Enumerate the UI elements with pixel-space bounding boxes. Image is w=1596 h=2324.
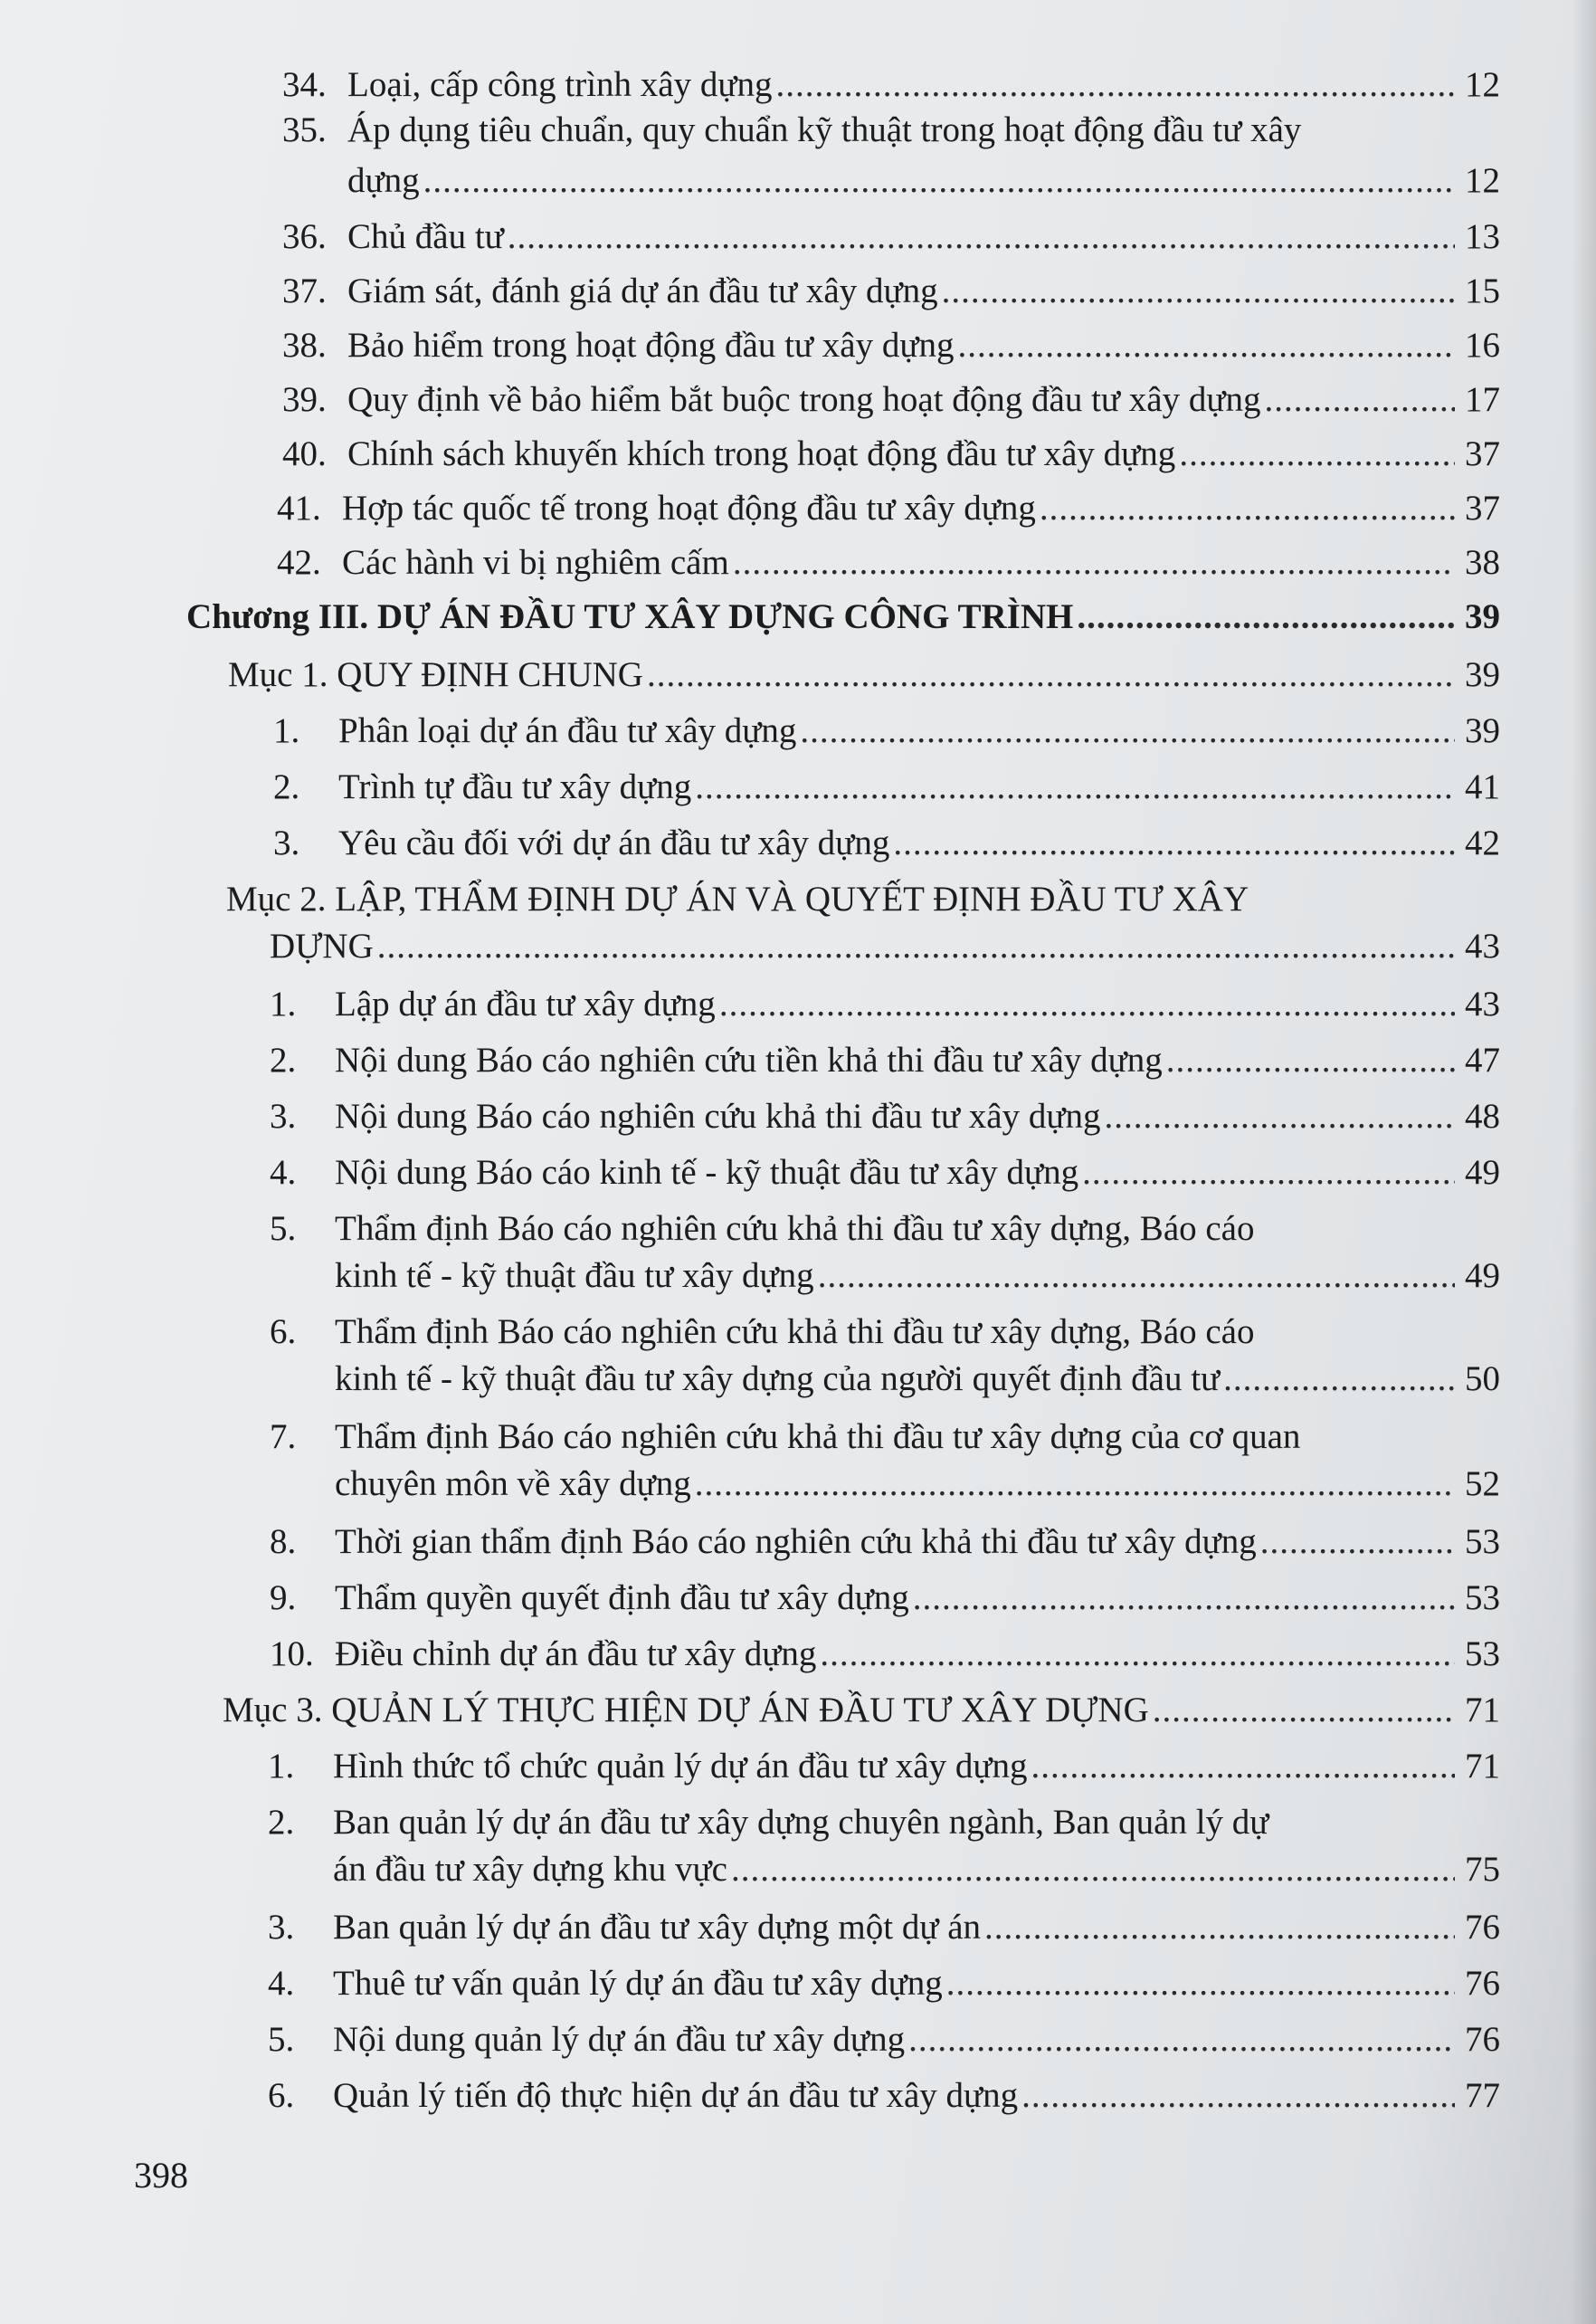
toc-entry-s2-6	[270, 1310, 1500, 1405]
toc-entry-title: Ban quản lý dự án đầu tư xây dựng chuyên ngành, Ban quản lý dự	[333, 1803, 1269, 1842]
toc-leader-dots	[719, 983, 1455, 1026]
toc-entry-number: 1.	[273, 711, 300, 750]
toc-entry-number: 4.	[270, 1153, 297, 1192]
toc-entry-title: Nội dung quản lý dự án đầu tư xây dựng	[333, 2020, 906, 2059]
toc-leader-dots	[508, 215, 1455, 259]
toc-entry-title: Thẩm quyền quyết định đầu tư xây dựng	[335, 1578, 909, 1617]
toc-entry-page: 37	[1465, 434, 1500, 473]
toc-entry-s2-5	[270, 1207, 1500, 1301]
toc-leader-dots	[1166, 1039, 1455, 1082]
toc-entry-number: 36.	[282, 217, 327, 256]
toc-entry-title: Yêu cầu đối với dự án đầu tư xây dựng	[338, 824, 890, 862]
toc-entry-page: 49	[1465, 1256, 1500, 1295]
toc-entry-title: Hợp tác quốc tế trong hoạt động đầu tư xây dựng	[342, 489, 1036, 528]
toc-leader-dots	[1260, 1520, 1455, 1564]
toc-section-title-continued: DỰNG	[270, 927, 374, 966]
toc-entry-number: 4.	[268, 1964, 295, 2003]
toc-entry-page: 37	[1465, 489, 1500, 528]
toc-entry-page: 71	[1465, 1747, 1500, 1786]
toc-entry-page: 76	[1465, 1964, 1500, 2003]
toc-entry-page: 43	[1465, 927, 1500, 966]
toc-section-title: Mục 1. QUY ĐỊNH CHUNG	[228, 655, 643, 694]
toc-leader-dots	[647, 653, 1455, 697]
toc-entry-page: 49	[1465, 1153, 1500, 1192]
toc-entry-number: 3.	[273, 824, 300, 862]
toc-entry-number: 5.	[270, 1209, 297, 1248]
toc-entry-page: 50	[1465, 1359, 1500, 1398]
toc-entry-page: 48	[1465, 1097, 1500, 1136]
toc-entry-number: 9.	[270, 1578, 297, 1617]
toc-leader-dots	[1153, 1689, 1455, 1732]
toc-entry-title: Nội dung Báo cáo nghiên cứu tiền khả thi đầu tư xây dựng	[335, 1041, 1163, 1080]
toc-leader-dots	[377, 925, 1455, 968]
toc-entry-page: 76	[1465, 2020, 1500, 2059]
toc-entry-number: 40.	[282, 434, 327, 473]
toc-entry-title: Điều chỉnh dự án đầu tư xây dựng	[335, 1634, 817, 1673]
toc-entry-page: 39	[1465, 655, 1500, 694]
toc-entry-number: 34.	[282, 65, 327, 104]
toc-leader-dots	[942, 270, 1455, 313]
toc-entry-page: 12	[1465, 65, 1500, 104]
toc-entry-page: 53	[1465, 1578, 1500, 1617]
toc-entry-title: Bảo hiểm trong hoạt động đầu tư xây dựng	[347, 326, 955, 365]
toc-leader-dots	[733, 541, 1455, 585]
toc-entry-title-continued: án đầu tư xây dựng khu vực	[333, 1850, 727, 1889]
toc-entry-page: 17	[1465, 380, 1500, 419]
toc-entry-title: Lập dự án đầu tư xây dựng	[335, 985, 716, 1024]
toc-entry-title: Hình thức tổ chức quản lý dự án đầu tư xây dựng	[333, 1747, 1028, 1786]
toc-leader-dots	[1021, 2074, 1455, 2118]
toc-entry-number: 1.	[270, 985, 297, 1024]
toc-entry-title: Giám sát, đánh giá dự án đầu tư xây dựng	[347, 271, 938, 310]
toc-leader-dots	[818, 1254, 1455, 1298]
toc-entry-number: 2.	[268, 1803, 295, 1842]
toc-section-title: Mục 3. QUẢN LÝ THỰC HIỆN DỰ ÁN ĐẦU TƯ XÂY DỰNG	[223, 1691, 1149, 1729]
toc-leader-dots	[731, 1848, 1455, 1891]
toc-entry-title: Nội dung Báo cáo kinh tế - kỹ thuật đầu tư xây dựng	[335, 1153, 1079, 1192]
toc-entry-title: Thẩm định Báo cáo nghiên cứu khả thi đầu tư xây dựng của cơ quan	[335, 1417, 1301, 1456]
toc-leader-dots	[695, 1462, 1455, 1506]
toc-leader-dots	[1265, 378, 1455, 422]
toc-entry-title: Nội dung Báo cáo nghiên cứu khả thi đầu tư xây dựng	[335, 1097, 1101, 1136]
toc-chapter-title: Chương III. DỰ ÁN ĐẦU TƯ XÂY DỰNG CÔNG TRÌNH	[186, 597, 1074, 636]
toc-entry-title: Trình tự đầu tư xây dựng	[338, 767, 692, 806]
toc-entry-page: 13	[1465, 217, 1500, 256]
toc-leader-dots	[1179, 433, 1455, 476]
toc-entry-number: 35.	[282, 110, 327, 149]
toc-entry-title-continued: kinh tế - kỹ thuật đầu tư xây dựng	[335, 1256, 814, 1295]
toc-entry-35	[282, 109, 1500, 203]
toc-section-2	[226, 878, 1500, 972]
toc-entry-number: 7.	[270, 1417, 297, 1456]
toc-leader-dots	[1082, 1151, 1455, 1195]
toc-leader-dots	[1105, 1095, 1456, 1138]
toc-entry-title-continued: dựng	[347, 161, 420, 200]
toc-entry-page: 71	[1465, 1691, 1500, 1729]
toc-entry-page: 77	[1465, 2076, 1500, 2115]
toc-entry-page: 76	[1465, 1908, 1500, 1947]
toc-entry-title: Loại, cấp công trình xây dựng	[347, 65, 773, 104]
toc-entry-number: 10.	[270, 1634, 314, 1673]
toc-leader-dots	[908, 2018, 1455, 2062]
toc-entry-title: Thẩm định Báo cáo nghiên cứu khả thi đầu tư xây dựng, Báo cáo	[335, 1312, 1255, 1351]
toc-leader-dots	[913, 1576, 1455, 1620]
toc-entry-number: 2.	[273, 767, 300, 806]
toc-leader-dots	[695, 766, 1455, 809]
toc-leader-dots	[893, 822, 1455, 865]
toc-entry-title: Chính sách khuyến khích trong hoạt động đầu tư xây dựng	[347, 434, 1176, 473]
toc-entry-s2-7	[270, 1415, 1500, 1510]
toc-entry-number: 8.	[270, 1522, 297, 1561]
toc-entry-page: 12	[1465, 161, 1500, 200]
toc-entry-page: 43	[1465, 985, 1500, 1024]
toc-entry-number: 42.	[277, 543, 321, 582]
toc-entry-title: Phân loại dự án đầu tư xây dựng	[338, 711, 797, 750]
toc-leader-dots	[776, 63, 1455, 107]
toc-entry-number: 37.	[282, 271, 327, 310]
toc-leader-dots	[800, 710, 1455, 753]
toc-entry-number: 38.	[282, 326, 327, 365]
toc-entry-number: 5.	[268, 2020, 295, 2059]
toc-entry-title: Các hành vi bị nghiêm cấm	[342, 543, 729, 582]
toc-entry-page: 16	[1465, 326, 1500, 365]
toc-entry-page: 39	[1465, 711, 1500, 750]
toc-entry-title: Thuê tư vấn quản lý dự án đầu tư xây dựng	[333, 1964, 943, 2003]
toc-entry-page: 15	[1465, 271, 1500, 310]
toc-entry-page: 41	[1465, 767, 1500, 806]
toc-entry-number: 3.	[268, 1908, 295, 1947]
page-number: 398	[134, 2155, 188, 2195]
toc-entry-title: Thời gian thẩm định Báo cáo nghiên cứu khả thi đầu tư xây dựng	[335, 1522, 1257, 1561]
toc-entry-number: 6.	[270, 1312, 297, 1351]
toc-entry-title: Quản lý tiến độ thực hiện dự án đầu tư xây dựng	[333, 2076, 1019, 2115]
toc-entry-title: Ban quản lý dự án đầu tư xây dựng một dự án	[333, 1908, 982, 1947]
toc-entry-s3-2	[268, 1801, 1500, 1895]
toc-entry-page: 75	[1465, 1850, 1500, 1889]
toc-leader-dots	[820, 1633, 1455, 1676]
toc-entry-title-continued: chuyên môn về xây dựng	[335, 1464, 691, 1503]
toc-entry-number: 2.	[270, 1041, 297, 1080]
toc-entry-number: 39.	[282, 380, 327, 419]
toc-entry-title: Áp dụng tiêu chuẩn, quy chuẩn kỹ thuật trong hoạt động đầu tư xây	[347, 110, 1302, 149]
toc-entry-page: 52	[1465, 1464, 1500, 1503]
toc-leader-dots	[958, 324, 1455, 367]
toc-leader-dots	[984, 1906, 1455, 1949]
toc-section-title: Mục 2. LẬP, THẨM ĐỊNH DỰ ÁN VÀ QUYẾT ĐỊNH ĐẦU TƯ XÂY	[226, 880, 1249, 919]
toc-entry-number: 41.	[277, 489, 321, 528]
toc-entry-page: 38	[1465, 543, 1500, 582]
toc-entry-title: Quy định về bảo hiểm bắt buộc trong hoạt động đầu tư xây dựng	[347, 380, 1261, 419]
toc-leader-dots	[1223, 1357, 1455, 1401]
toc-entry-number: 3.	[270, 1097, 297, 1136]
toc-entry-page: 53	[1465, 1634, 1500, 1673]
toc-leader-dots	[1040, 487, 1455, 530]
toc-entry-title: Chủ đầu tư	[347, 217, 504, 256]
toc-entry-page: 53	[1465, 1522, 1500, 1561]
toc-entry-title-continued: kinh tế - kỹ thuật đầu tư xây dựng của người quyết định đầu tư	[335, 1359, 1221, 1398]
toc-leader-dots	[1077, 595, 1455, 639]
toc-entry-title: Thẩm định Báo cáo nghiên cứu khả thi đầu tư xây dựng, Báo cáo	[335, 1209, 1255, 1248]
toc-leader-dots	[423, 159, 1455, 203]
toc-entry-number: 1.	[268, 1747, 295, 1786]
toc-leader-dots	[1031, 1745, 1455, 1788]
toc-entry-number: 6.	[268, 2076, 295, 2115]
toc-entry-page: 42	[1465, 824, 1500, 862]
toc-entry-page: 39	[1465, 597, 1500, 636]
toc-entry-page: 47	[1465, 1041, 1500, 1080]
toc-leader-dots	[946, 1962, 1455, 2005]
